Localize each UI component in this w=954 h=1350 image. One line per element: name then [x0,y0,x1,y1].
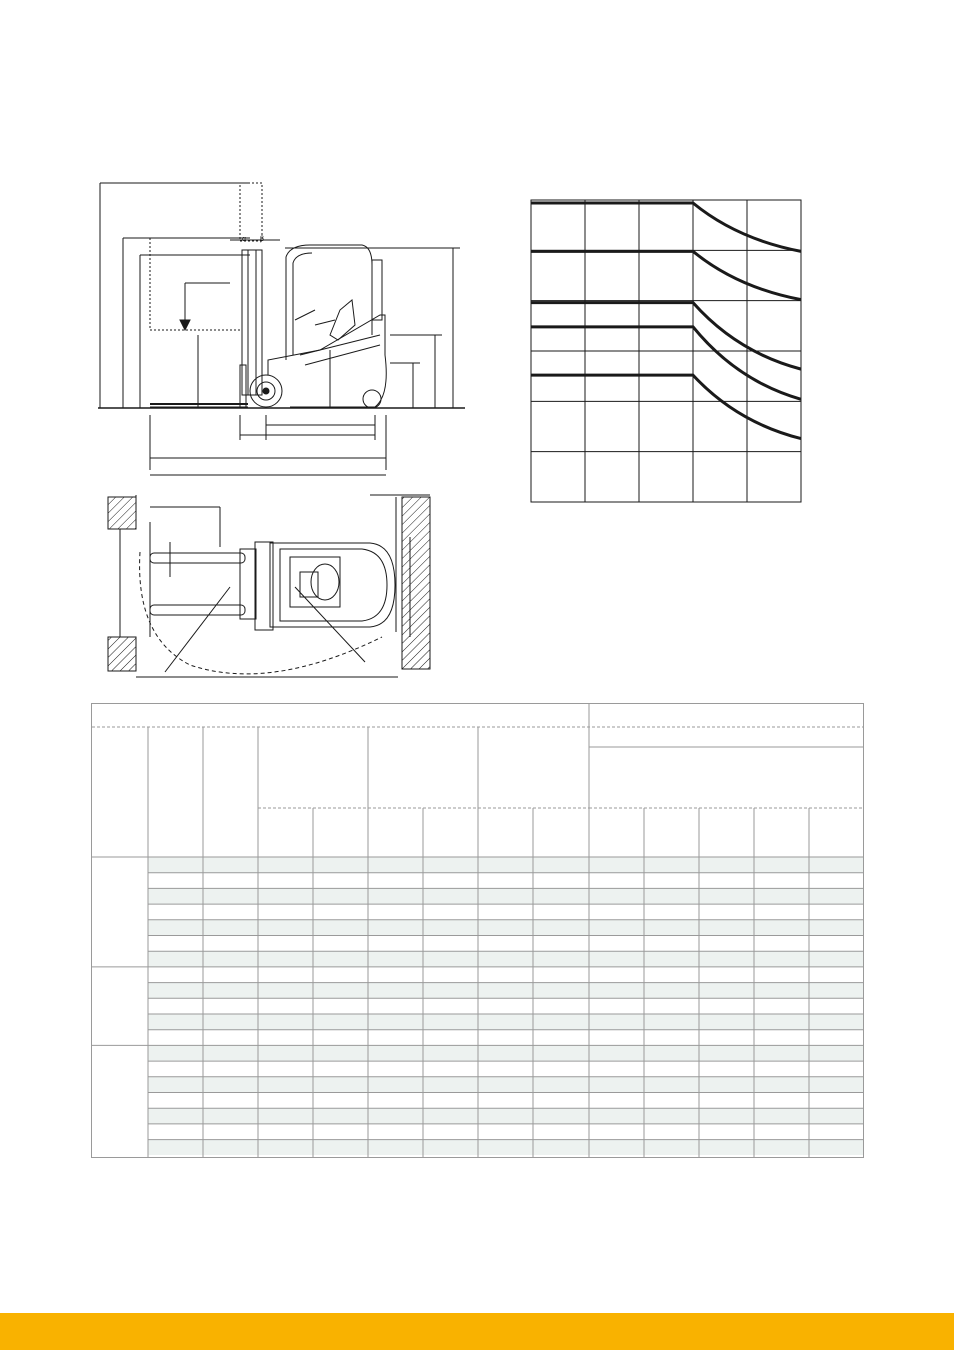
forklift-side-view-drawing [90,175,470,485]
capacity-curve [531,303,801,369]
chart-grid [531,200,801,502]
capacity-chart [530,199,802,503]
forklift-side-elevation-icon [98,183,465,475]
capacity-curve [531,203,801,251]
svg-text:β: β [260,236,265,243]
svg-text:α: α [242,236,247,243]
capacity-curve [531,327,801,399]
forklift-plan-view-icon [108,495,430,677]
specification-table [91,703,864,1158]
forklift-top-view-drawing [100,487,440,687]
accent-footer-bar [0,1313,954,1350]
table-grid-lines [92,704,865,1159]
capacity-curve [531,251,801,299]
chart-curves [531,203,801,439]
